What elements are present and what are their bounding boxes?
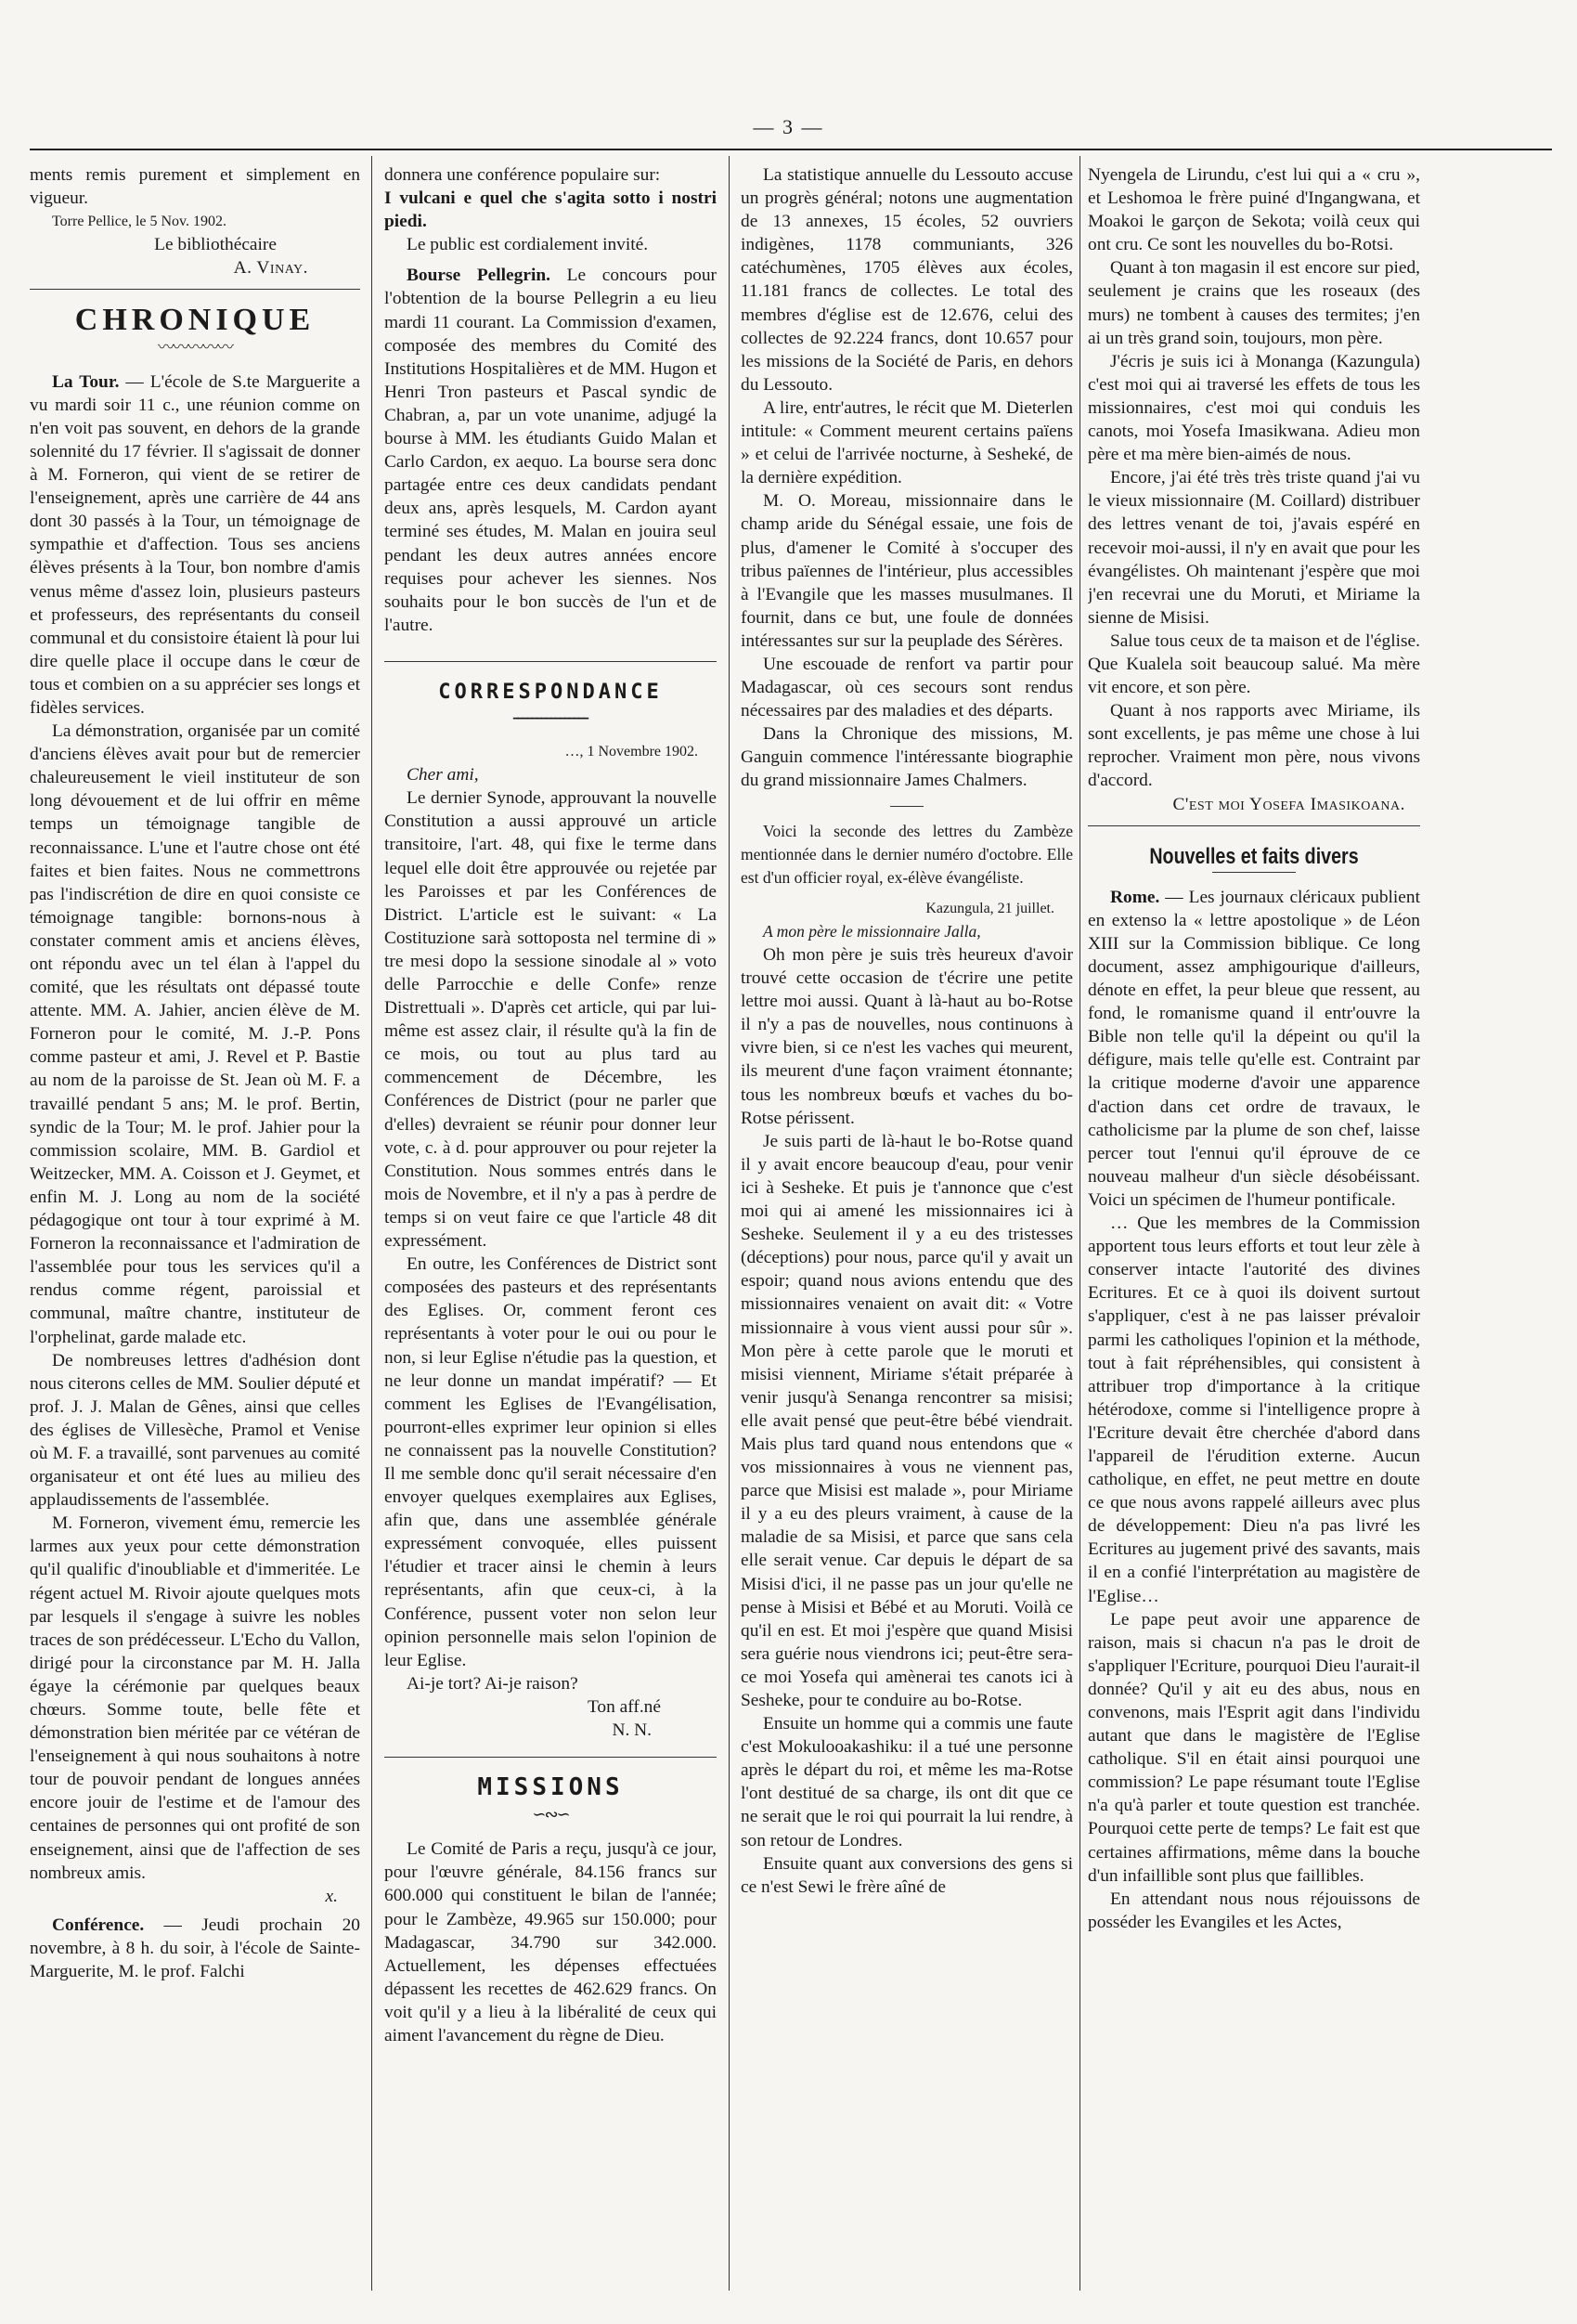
paragraph: Quant à nos rapports avec Miriame, ils sont excellents, je pas même une chose à lui reprocher. Vraiment mon père, nous vivons d'accord.	[1088, 701, 1420, 791]
article-lead: Bourse Pellegrin.	[407, 266, 550, 286]
column-3	[741, 163, 1073, 2287]
paragraph: Le pape peut avoir une apparence de raison, mais si chacun n'a pas le droit de s'appliquer l'Ecriture, pourquoi Dieu l'aurait-il donnée? Qu'il y ait eu des abus, nous en convenons, mais l'Esprit agit dans l'individu autant que dans le magistère de l'Eglise catholique. S'il en était ainsi pourquoi une commission? Le pape résumant toute l'Eglise n'a qu'à parler et toute question est tranchée. Pourquoi cette perte de temps? Le fait est que certaines affirmations, même dans la bouche d'un infaillible sont plus que faillibles.	[1088, 1609, 1420, 1886]
article-text: — Les journaux cléricaux publient en extenso la « lettre apostolique » de Léon XIII sur la Commission biblique. Ce long document, assez amphigourique d'ailleurs, dénote en effet, la peur bleue que ressent, au fond, le romanisme quand il entr'ouvre la Bible non telle qu'il la dépeint ou qu'il la défigure, mais telle qu'elle est. Contraint par la critique moderne d'avoir une apparence d'action dans cet ordre de travaux, le catholicisme par la plume de son chef, laisse percer tout l'ennui qu'il éprouve de ce nouveau malheur d'un siècle désobéissant. Voici un spécimen de l'humeur pontificale.	[1088, 887, 1420, 1210]
paragraph: M. O. Moreau, missionnaire dans le champ aride du Sénégal essaie, une fois de plus, d'amener le Comité à s'occuper des tribus païennes de l'intérieur, plus accessibles à l'Evangile que les masses musulmanes. Il fournit, dans ce but, une foule de données intéressantes sur sur la peuplade des Sérères.	[741, 491, 1073, 651]
section-heading-correspondance: CORRESPONDANCE	[438, 680, 663, 704]
article-conference	[30, 1914, 360, 1983]
paragraph: Le Comité de Paris a reçu, jusqu'à ce jour, pour l'œuvre générale, 84.156 francs sur 600.000 qui constituent le bilan de l'année; pour le Zambèze, 49.965 sur 150.000; pour Madagascar, 34.790 sur 342.000. Actuellement, les dépenses effectuées dépassent les recettes de 462.629 francs. On voit qu'il y a lieu à la libéralité de ceux qui aiment l'avancement du règne de Dieu.	[384, 1839, 717, 2046]
letter-date: …, 1 Novembre 1902.	[564, 744, 698, 760]
place-date: Torre Pellice, le 5 Nov. 1902.	[52, 214, 227, 230]
header-rule	[30, 149, 1552, 150]
paragraph-intro: Voici la seconde des lettres du Zambèze mentionnée dans le dernier numéro d'octobre. Elle est d'un officier royal, ex-élève évangéliste.	[741, 821, 1073, 887]
column-divider	[371, 156, 372, 2291]
section-rule	[384, 1757, 717, 1758]
paragraph: Ensuite un homme qui a commis une faute c'est Mokulooakashiku: il a tué une personne après le départ du roi, et même les ma-Rotse l'ont destitué de sa charge, ils ont dit que ce ne serait que le roi qui pourrait la lui rendre, à son retour de Londres.	[741, 1714, 1073, 1850]
column-1	[30, 163, 360, 2287]
section-rule	[30, 289, 360, 290]
paragraph: La démonstration, organisée par un comité d'anciens élèves avait pour but de remercier chaleureusement le vieil instituteur de son long dévouement et de lui offrir en même temps un témoignage tangible de reconnaissance. L'une et l'autre chose ont été faites et bien faites. Nous ne commettrons pas l'indiscrétion de dire en quoi consiste ce témoignage tangible: bornons-nous à constater comment amis et anciens élèves, ont répondu avec un tel élan à l'appel du comité, que les résultats ont dépassé toute attente. MM. A. Jahier, ancien élève de M. Forneron pour le comité, M. J.-P. Pons comme pasteur et ami, J. Revel et P. Bastie au nom de la paroisse de St. Jean où M. F. a travaillé pendant 5 ans; M. le prof. Bertin, syndic de la Tour; M. le prof. Jahier pour la commission scolaire, MM. B. Gardiol et Weitzecker, MM. A. Coisson et J. Geymet, et enfin M. J. Long au nom de la société pédagogique ont tour à tour exprimé à M. Forneron la reconnaissance et l'admiration de l'assemblée pour tous les services qu'il a rendus comme régent, paroissial et communal, maître chantre, instituteur de l'orphelinat, garde malade etc.	[30, 721, 360, 1347]
paragraph: Ai-je tort? Ai-je raison?	[407, 1673, 578, 1694]
talk-title: I vulcani e quel che s'agita sotto i nostri piedi.	[384, 188, 717, 232]
paragraph: donnera une conférence populaire sur:	[384, 165, 661, 185]
column-2	[384, 163, 717, 2287]
article-text: — Jeudi prochain 20 novembre, à 8 h. du soir, à l'école de Sainte-Marguerite, M. le prof. Falchi	[30, 1915, 360, 1982]
section-heading-chronique: CHRONIQUE	[74, 303, 316, 338]
paragraph: Nyengela de Lirundu, c'est lui qui a « cru », et Leshomoa le frère puiné d'Ingangwana, et Moakoi le garçon de Sekota; voilà ceux qui ont cru. Ce sont les nouvelles du bo-Rotsi.	[1088, 165, 1420, 255]
separator	[890, 806, 924, 807]
paragraph: De nombreuses lettres d'adhésion dont nous citerons celles de MM. Soulier député et prof. J. J. Malan de Gênes, ainsi que celles des églises de Villesèche, Pramol et Venise où M. F. a travaillé, sont parvenues au comité organisateur et ont été lues au milieu des applaudissements de l'assemblée.	[30, 1350, 360, 1511]
article-bourse	[384, 264, 717, 637]
article-la-tour	[30, 370, 360, 720]
signature: C'est moi Yosefa Imasikoana.	[1172, 794, 1405, 814]
article-lead: Conférence.	[52, 1915, 145, 1935]
paragraph: J'écris je suis ici à Monanga (Kazungula) c'est moi qui ai traversé les effets de tous les missionnaires, c'est moi qui conduis les canots, moi Yosefa Imasikwana. Adieu mon père et ma mère bien-aimés de nous.	[1088, 351, 1420, 465]
section-rule	[384, 661, 717, 662]
article-text: — L'école de S.te Marguerite a vu mardi soir 11 c., une réunion comme on n'en voit pas souvent, en dehors de la grande solennité du 17 février. Il s'agissait de donner à M. Forneron, qui vient de se retirer de l'enseignement, après une carrière de 44 ans dont 30 passés à la Tour, un témoignage de sympathie et d'affection. Tous ses anciens élèves présents à la Tour, bon nombre d'amis venus même d'assez loin, plusieurs pasteurs et professeurs, des représentants du conseil communal et du consistoire étaient là pour lui dire quelle place il occupe dans le cœur de tous et combien on a su apprécier ses longs et fidèles services.	[30, 371, 360, 718]
article-lead: La Tour.	[52, 371, 120, 392]
paragraph: M. Forneron, vivement ému, remercie les larmes aux yeux pour cette démonstration qu'il qualific d'inoubliable et d'immeritée. Le régent actuel M. Rivoir ajoute quelques mots par lesquels il s'engage à suivre les nobles traces de son prédécesseur. L'Echo du Vallon, dirigé pour la circonstance par M. H. Jalla égaye la cérémonie par quelques beaux chœurs. Somme toute, belle fête et démonstration bien méritée par ce vétéran de l'enseignement à qui nous souhaitons à notre tour de pouvoir pendant de longues années encore jouir de l'estime et de l'amour des centaines de personnes qui ont profité de son enseignement, ainsi que de l'affection de ses nombreux amis.	[30, 1513, 360, 1883]
signature: Ton aff.né	[587, 1696, 661, 1717]
column-4	[1088, 163, 1420, 2287]
paragraph: Quant à ton magasin il est encore sur pied, seulement je crains que les roseaux (des murs) ne tombent à causes des termites; j'en ai un très grand soin, toujours, mon père.	[1088, 258, 1420, 348]
paragraph: Ensuite quant aux conversions des gens si ce n'est Sewi le frère aîné de	[741, 1853, 1073, 1897]
letter-salutation: A mon père le missionnaire Jalla,	[763, 921, 981, 941]
paragraph: Encore, j'ai été très très triste quand j'ai vu le vieux missionnaire (M. Coillard) distribuer des lettres venant de toi, j'avais espéré en recevoir moi-aussi, il n'y en avait que pour les évangélistes. Oh maintenant j'espère que moi j'en recevrai une du Moruti, et Miriame la sienne de Misisi.	[1088, 468, 1420, 628]
heading-underline	[1212, 872, 1296, 873]
signature-name: A. Vinay.	[233, 258, 308, 279]
section-heading-missions: MISSIONS	[477, 1773, 624, 1802]
section-heading-nouvelles: Nouvelles et faits divers	[1149, 843, 1359, 869]
signature-initial: x.	[325, 1886, 338, 1906]
paragraph: En attendant nous nous réjouissons de posséder les Evangiles et les Actes,	[1088, 1889, 1420, 1932]
paragraph: La statistique annuelle du Lessouto accuse un progrès général; notons une augmentation de 13 annexes, 15 écoles, 52 ouvriers indigènes, 1178 communiants, 326 catéchumènes, 1705 élèves aux écoles, 11.181 francs de collectes. Le total des membres d'église est de 12.676, celui des collectes de 92.224 francs, dont 10.657 pour les missions de la Société de Paris, en dehors du Lessouto.	[741, 165, 1073, 395]
column-divider	[1079, 156, 1080, 2291]
ornament: ━━━━━━━━━━━━━━━━	[512, 713, 588, 724]
paragraph: Je suis parti de là-haut le bo-Rotse quand il y avait encore beaucoup d'eau, pour venir ici à Sesheke. Et puis je t'annonce que c'est moi qui ai amené les missionnaires ici à Sesheke. Seulement il y a eu des tristesses (déceptions) pour nous, parce qu'il y avait un espoir; quand nous avions entendu que des missionnaires venaient on avait dit: « Votre missionnaire à vous vient aussi pour sûr ». Mon père à cette parole que le moruti et misisi viennent, Miriame s'était préparée à venir jusqu'à Senanga rencontrer sa misisi; elle avait pensé que peut-être bébé viendrait. Mais plus tard quand nous entendons que « vos missionnaires à vous ne viennent pas, parce que Misisi est malade », pour Miriame il y a eu des pleurs vraiment, à cause de la maladie de sa Misisi, et parce que sans cela elle serait venue. Car depuis le départ de sa Misisi d'ici, il ne passe pas un jour qu'elle ne pense à Misisi et Bébé et au Moruti. Voilà ce qu'il en est. Et moi j'espère que quand Misisi sera guérie nous viendrons ici; peut-être sera-ce moi Yosefa qui amènerai tes canots ici à Sesheke, pour te conduire au bo-Rotse.	[741, 1131, 1073, 1710]
paragraph: A lire, entr'autres, le récit que M. Dieterlen intitule: « Comment meurent certains païens » et celui de l'arrivée nocturne, à Sesheké, de la dernière expédition.	[741, 397, 1073, 488]
paragraph: Dans la Chronique des missions, M. Ganguin commence l'intéressante biographie du grand missionnaire James Chalmers.	[741, 724, 1073, 791]
article-lead: Rome.	[1110, 887, 1160, 907]
section-rule	[1088, 825, 1420, 826]
paragraph: Le dernier Synode, approuvant la nouvelle Constitution a aussi approuvé un article transitoire, l'art. 48, qui fixe le terme dans lequel elle doit être approuvée ou rejetée par les Paroisses et par les Conférences de District. L'article est le suivant: « La Costituzione sarà sottoposta nel termine di » tre mesi dopo la sessione sinodale al » voto delle Parrocchie e delle Confe» renze Distrettuali ». D'après cet article, qui par lui-même est assez clair, il résulte qu'à la fin de ce mois, ou tout au plus tard au commencement de Décembre, les Conférences de District (pour ne parler que d'elles) devraient se réunir pour donner leur vote, c. à d. pour approuver ou pour rejeter la Constitution. Nous sommes entrés dans le mois de Novembre, et il n'y a pas à perdre de temps si on veut faire ce que l'article 48 dit expressément.	[384, 788, 717, 1252]
paragraph-quote: … Que les membres de la Commission apportent tous leurs efforts et tout leur zèle à conserver intacte l'autorité des divines Ecritures. Et ce à quoi ils doivent surtout s'appliquer, c'est à ne pas laisser prévaloir parmi les catholiques l'opinion et la méthode, tout à fait répréhensibles, qui consistent à attribuer trop d'importance à la critique hétérodoxe, comme si l'intelligence propre à l'Ecriture devait être cherchée d'abord dans l'appareil de l'érudition externe. Aucun catholique, en effet, ne peut mettre en doute ce que nous avons rappelé ailleurs avec plus de développement: Dieu n'a pas livré les Ecritures au jugement privé des savants, mais il en a confié l'interprétation au magistère de l'Eglise…	[1088, 1214, 1420, 1606]
letter-salutation: Cher ami,	[407, 765, 479, 785]
ornament: ∽∾∽	[532, 1805, 569, 1824]
paragraph: Une escouade de renfort va partir pour Madagascar, où ces secours sont rendus nécessaires par des maladies et des départs.	[741, 654, 1073, 721]
paragraph: Oh mon père je suis très heureux d'avoir trouvé cette occasion de t'écrire une petite lettre moi aussi. Quant à là-haut au bo-Rotse il n'y a pas de nouvelles, nous continuons à vivre bien, si ce n'est les vaches qui meurent, ils meurent d'une façon vraiment étonnante; tous les nombreux bœufs et vaches du bo-Rotse périssent.	[741, 945, 1073, 1128]
article-rome	[1088, 886, 1420, 1212]
letter-date: Kazungula, 21 juillet.	[925, 900, 1054, 916]
signature-name: N. N.	[612, 1720, 652, 1740]
column-divider	[729, 156, 730, 2291]
page-number: — 3 —	[753, 115, 824, 138]
signature-role: Le bibliothécaire	[154, 235, 277, 255]
paragraph: ments remis purement et simplement en vigueur.	[30, 165, 360, 209]
article-text: Le concours pour l'obtention de la bourse Pellegrin a eu lieu mardi 11 courant. La Commission d'examen, composée des membres du Comité des Institutions Hospitalières et de MM. Hugon et Henri Tron pasteurs et Pascal syndic de Chabran, a, par un vote unanime, adjugé la bourse à MM. les étudiants Guido Malan et Carlo Cardon, ex aequo. La bourse sera donc partagée entre ces deux candidats pendant deux ans, après lesquels, M. Cardon ayant terminé ses études, M. Malan en jouira seul pendant les deux autres années encore requises pour achever les siennes. Nos souhaits pour le bon succès de l'un et de l'autre.	[384, 266, 717, 635]
paragraph: En outre, les Conférences de District sont composées des pasteurs et des représentants des Eglises. Or, comment feront ces représentants à voter pour le oui ou pour le non, si leur Eglise n'étudie pas la question, et ne leur donne un mandat impératif? — Et comment les Eglises de l'Evangélisation, pourront-elles exprimer leur opinion si elles ne connaissent pas la nouvelle Constitution? Il me semble donc qu'il serait nécessaire d'en envoyer quelques exemplaires aux Eglises, afin que, dans une assemblée générale expressément convoquée, elles puissent l'étudier et tracer ainsi le chemin à leurs représentants, afin que ceux-ci, à la Conférence, pussent voter non selon leur opinion personnelle mais selon l'opinion de leur Eglise.	[384, 1254, 717, 1670]
ornament: 〰〰〰〰〰	[158, 337, 232, 357]
paragraph: Salue tous ceux de ta maison et de l'église. Que Kualela soit beaucoup salué. Ma mère vit encore, et son père.	[1088, 630, 1420, 698]
paragraph: Le public est cordialement invité.	[407, 235, 649, 255]
